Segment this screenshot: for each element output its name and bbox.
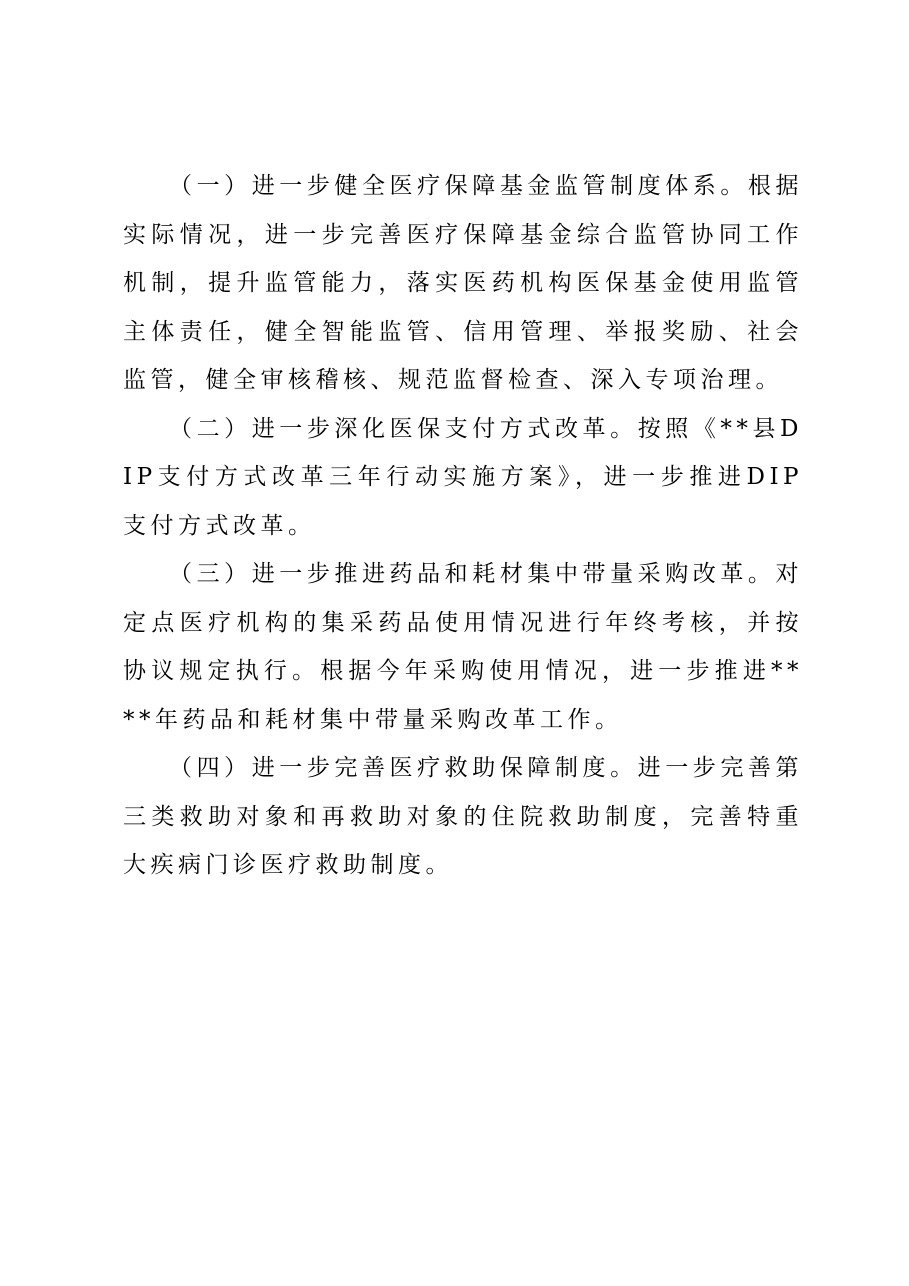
document-body	[123, 162, 803, 890]
paragraph-medical-assistance: （四）进一步完善医疗救助保障制度。进一步完善第三类救助对象和再救助对象的住院救助制度，完善特重大疾病门诊医疗救助制度。	[123, 755, 803, 878]
paragraph-payment-reform: （二）进一步深化医保支付方式改革。按照《**县DIP支付方式改革三年行动实施方案》，进一步推进DIP支付方式改革。	[123, 415, 803, 539]
paragraph-fund-supervision: （一）进一步健全医疗保障基金监管制度体系。根据实际情况，进一步完善医疗保障基金综合监管协同工作机制，提升监管能力，落实医药机构医保基金使用监管主体责任，健全智能监管、信用管理、举报奖励、社会监管，健全审核稽核、规范监督检查、深入专项治理。	[123, 173, 803, 393]
paragraph-volume-procurement: （三）进一步推进药品和耗材集中带量采购改革。对定点医疗机构的集采药品使用情况进行年终考核，并按协议规定执行。根据今年采购使用情况，进一步推进****年药品和耗材集中带量采购改革工作。	[123, 561, 803, 733]
